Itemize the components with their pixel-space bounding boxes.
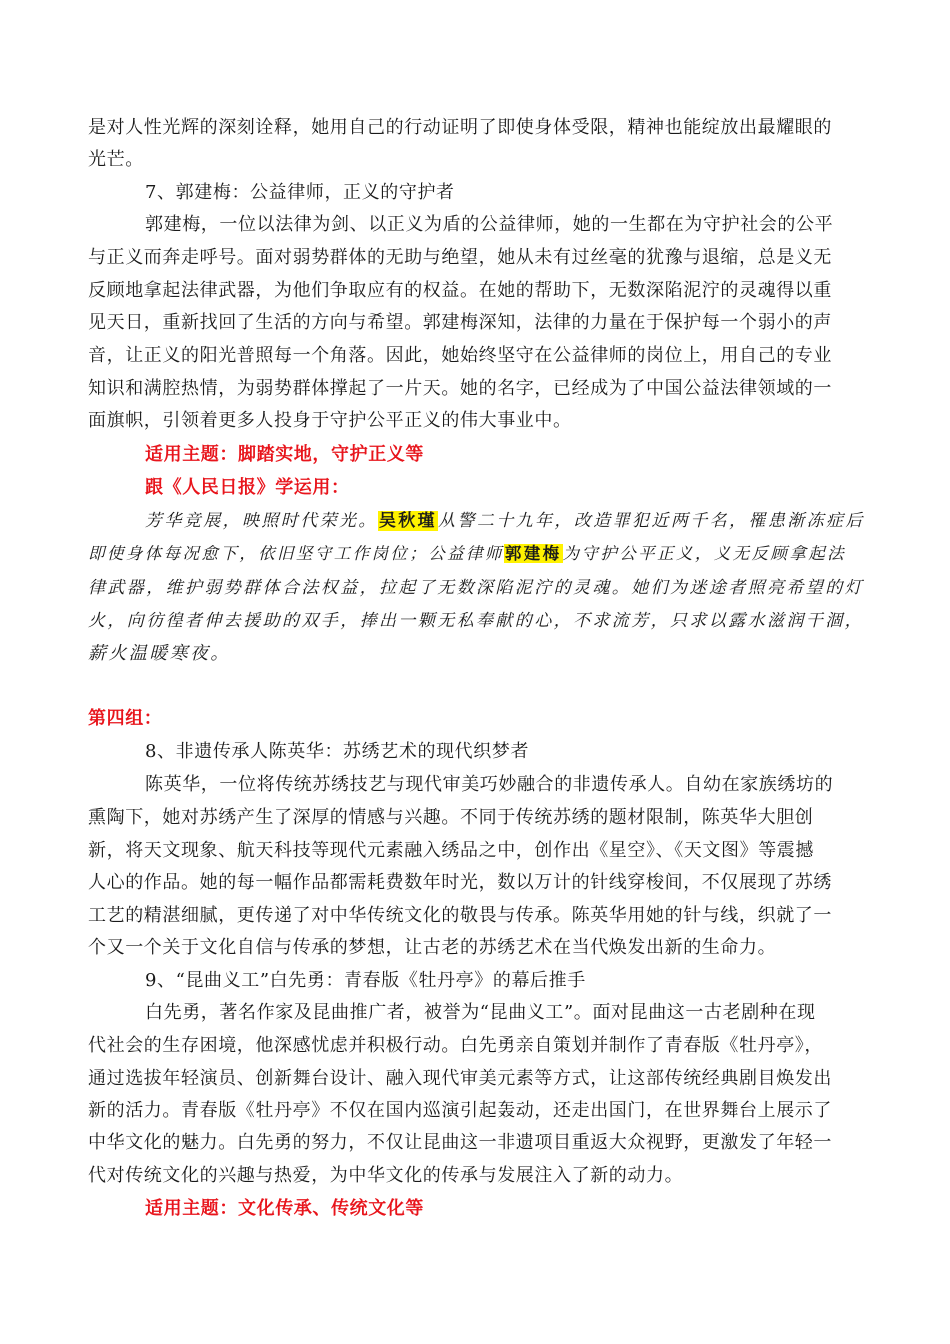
paragraph-line: 通过选拔年轻演员、创新舞台设计、融入现代审美元素等方式，让这部传统经典剧目焕发出 xyxy=(88,1068,832,1089)
quote-text: 即使身体每况愈下，依旧坚守工作岗位；公益律师 xyxy=(88,544,504,563)
section-heading: 9、“昆曲义工”白先勇：青春版《牡丹亭》的幕后推手 xyxy=(145,970,586,991)
paragraph-line: 光芒。 xyxy=(88,149,144,170)
quote-line xyxy=(88,542,846,566)
paragraph-line: 陈英华，一位将传统苏绣技艺与现代审美巧妙融合的非遗传承人。自幼在家族绣坊的 xyxy=(145,774,834,795)
highlighted-name: 吴秋瑾 xyxy=(378,511,438,531)
quote-line: 律武器，维护弱势群体合法权益，拉起了无数深陷泥泞的灵魂。她们为迷途者照亮希望的灯 xyxy=(88,578,864,598)
paragraph-line: 人心的作品。她的每一幅作品都需耗费数年时光，数以万计的针线穿梭间，不仅展现了苏绣 xyxy=(88,872,832,893)
quote-line: 薪火温暖寒夜。 xyxy=(88,643,231,664)
paragraph-line: 音，让正义的阳光普照每一个角落。因此，她始终坚守在公益律师的岗位上，用自己的专业 xyxy=(88,345,832,366)
quote-line xyxy=(145,509,865,533)
paragraph-line: 新的活力。青春版《牡丹亭》不仅在国内巡演引起轰动，还走出国门，在世界舞台上展示了 xyxy=(88,1100,832,1121)
group-heading: 第四组： xyxy=(88,708,163,729)
section-heading: 7、郭建梅：公益律师，正义的守护者 xyxy=(145,182,455,203)
paragraph-line: 与正义而奔走呼号。面对弱势群体的无助与绝望，她从未有过丝毫的犹豫与退缩，总是义无 xyxy=(88,247,832,268)
quote-text: 为守护公平正义，义无反顾拿起法 xyxy=(562,544,847,563)
paragraph-line: 代社会的生存困境，他深感忧虑并积极行动。白先勇亲自策划并制作了青春版《牡丹亭》， xyxy=(88,1035,823,1056)
paragraph-line: 工艺的精湛细腻，更传递了对中华传统文化的敬畏与传承。陈英华用她的针与线，织就了一 xyxy=(88,905,832,926)
paragraph-line: 知识和满腔热情，为弱势群体撑起了一片天。她的名字，已经成为了中国公益法律领域的一 xyxy=(88,378,832,399)
applicable-theme-label: 适用主题：脚踏实地，守护正义等 xyxy=(145,444,424,465)
paragraph-line: 是对人性光辉的深刻诠释，她用自己的行动证明了即使身体受限，精神也能绽放出最耀眼的 xyxy=(88,117,832,138)
quote-text: 从警二十九年，改造罪犯近两千名，罹患渐冻症后 xyxy=(438,511,865,531)
paragraph-line: 郭建梅，一位以法律为剑、以正义为盾的公益律师，她的一生都在为守护社会的公平 xyxy=(145,214,834,235)
paragraph-line: 新，将天文现象、航天科技等现代元素融入绣品之中，创作出《星空》、《天文图》等震撼 xyxy=(88,840,814,861)
paragraph-line: 个又一个关于文化自信与传承的梦想，让古老的苏绣艺术在当代焕发出新的生命力。 xyxy=(88,937,777,958)
applicable-theme-label: 适用主题：文化传承、传统文化等 xyxy=(145,1198,424,1219)
section-heading: 8、非遗传承人陈英华：苏绣艺术的现代织梦者 xyxy=(145,741,530,762)
quote-text: 芳华竞展，映照时代荣光。 xyxy=(145,511,378,531)
paragraph-line: 面旗帜，引领着更多人投身于守护公平正义的伟大事业中。 xyxy=(88,410,572,431)
paragraph-line: 见天日，重新找回了生活的方向与希望。郭建梅深知，法律的力量在于保护每一个弱小的声 xyxy=(88,312,832,333)
paragraph-line: 白先勇，著名作家及昆曲推广者，被誉为“昆曲义工”。面对昆曲这一古老剧种在现 xyxy=(145,1002,816,1023)
paragraph-line: 中华文化的魅力。白先勇的努力，不仅让昆曲这一非遗项目重返大众视野，更激发了年轻一 xyxy=(88,1132,832,1153)
paragraph-line: 代对传统文化的兴趣与热爱，为中华文化的传承与发展注入了新的动力。 xyxy=(88,1165,684,1186)
highlighted-name: 郭建梅 xyxy=(504,544,562,563)
paragraph-line: 反顾地拿起法律武器，为他们争取应有的权益。在她的帮助下，无数深陷泥泞的灵魂得以重 xyxy=(88,280,832,301)
quote-line: 火，向彷徨者伸去援助的双手，捧出一颗无私奉献的心，不求流芳，只求以露水滋润干涸， xyxy=(88,611,864,631)
paragraph-line: 熏陶下，她对苏绣产生了深厚的情感与兴趣。不同于传统苏绣的题材限制，陈英华大胆创 xyxy=(88,807,814,828)
peoples-daily-usage-label: 跟《人民日报》学运用： xyxy=(145,477,350,498)
